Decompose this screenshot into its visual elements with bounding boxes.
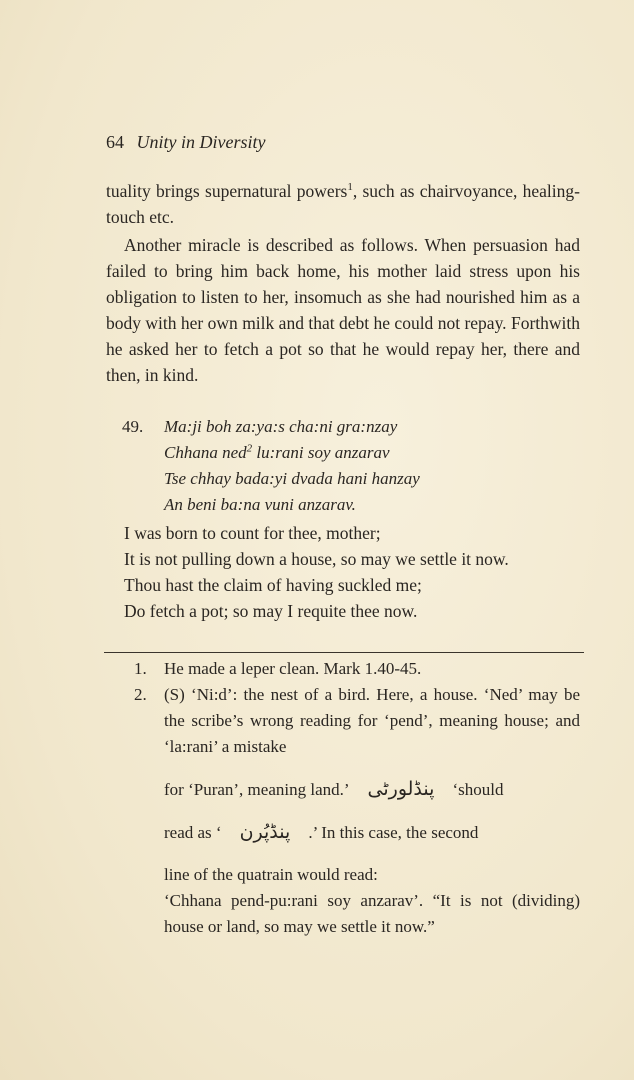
footnote-2-text-a: (S) ‘Ni:d’: the nest of a bird. Here, a house. ‘Ned’ may be the scribe’s wrong reading for ‘pend’, meaning house; and ‘la:rani’ a mistake bbox=[164, 685, 580, 756]
footnote-2-text-b: line of the quatrain would read: bbox=[164, 865, 378, 884]
paragraph-1: tuality brings supernatural powers$^1$, such as chairvoyance, healing-touch etc. bbox=[106, 181, 580, 227]
urdu-word-2: پنڈپُرن bbox=[239, 821, 291, 843]
footnote-1-number: 1. bbox=[134, 659, 147, 678]
footnote-1-text: He made a leper clean. Mark 1.40-45. bbox=[164, 659, 422, 678]
footnotes bbox=[134, 656, 580, 940]
verse-line-4: An beni ba:na vuni anzarav. bbox=[164, 495, 356, 514]
urdu-word-1: پنڈلورٹی bbox=[367, 778, 435, 800]
translation-line-2: It is not pulling down a house, so may we settle it now. bbox=[124, 549, 509, 569]
verse-line-1: Ma:ji boh za:ya:s cha:ni gra:nzay bbox=[164, 417, 398, 436]
verse-line-3: Tse chhay bada:yi dvada hani hanzay bbox=[164, 469, 420, 488]
footnote-ref-2: 2 bbox=[246, 442, 253, 455]
footnote-2-number: 2. bbox=[134, 685, 147, 704]
paragraph-2: Another miracle is described as follows. When persuasion had failed to bring him back home, his mother laid stress upon his obligation to listen to her, insomuch as she had nourished him as a body with her own milk and that debt he could not repay. Forthwith he asked her to fetch a pot so that he would repay her, there and then, in kind. bbox=[106, 235, 580, 385]
footnote-divider bbox=[104, 652, 584, 653]
translation-line-3: Thou hast the claim of having suckled me; bbox=[124, 575, 422, 595]
page-number: 64 bbox=[106, 132, 124, 152]
footnote-ref-1: 1 bbox=[347, 181, 353, 194]
footnote-2-text-c: ‘Chhana pend-pu:rani soy anzarav’. “It is not (dividing) house or land, so may we settle it now.” bbox=[164, 891, 580, 936]
running-title: Unity in Diversity bbox=[136, 132, 266, 152]
translation-line-4: Do fetch a pot; so may I requite thee now. bbox=[124, 601, 418, 621]
verse-number: 49. bbox=[122, 417, 144, 436]
footnote-2: 2. (S) ‘Ni:d’: the nest of a bird. Here, a house. ‘Ned’ may be the scribe’s wrong reading for ‘pend’, meaning house; and ‘la:rani’ a mistake for ‘Puran’, meaning land.’ پنڈلورٹی ‘should read as ‘ پنڈپُرن .’ In this case, the second line of the quatrain would read: ‘Chhana pend-pu:rani soy anzarav’. “It is not (dividing) house or land, so may we settle it now.” bbox=[134, 682, 580, 940]
verse-49 bbox=[122, 414, 562, 518]
footnote-1 bbox=[134, 656, 580, 682]
translation-line-1: I was born to count for thee, mother; bbox=[124, 523, 381, 543]
verse-line-2: Chhana ned$^2$ lu:rani soy anzarav bbox=[164, 442, 390, 462]
page-header bbox=[106, 132, 265, 153]
verse-translation bbox=[124, 520, 582, 624]
